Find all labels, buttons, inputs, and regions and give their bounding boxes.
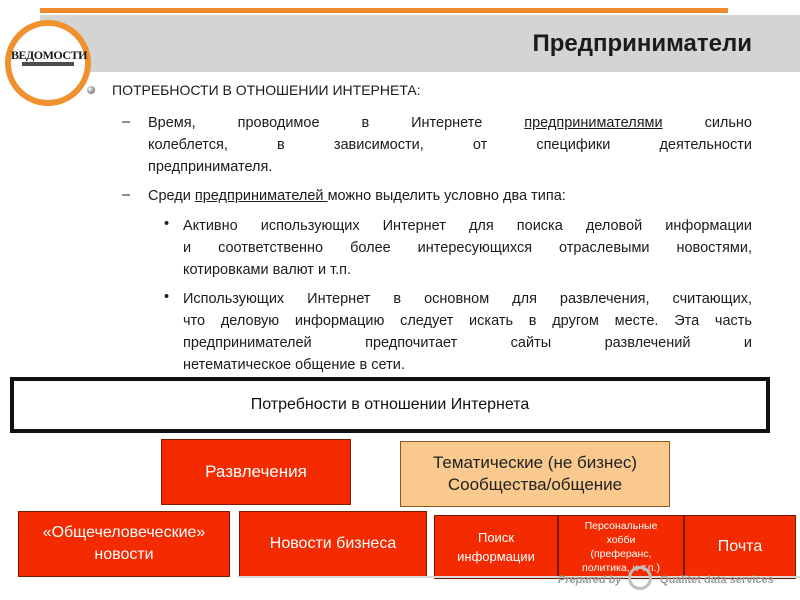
hobby-line-1: Персональные bbox=[584, 520, 658, 532]
mail-box: Почта bbox=[684, 515, 796, 579]
bullet-sphere-icon bbox=[87, 86, 95, 94]
logo-text: ВЕДОМОСТИ bbox=[11, 48, 87, 62]
bullet2-line4: нетематическое общение в сети. bbox=[183, 357, 405, 373]
entertainment-box: Развлечения bbox=[161, 439, 351, 505]
business-news-box: Новости бизнеса bbox=[239, 511, 427, 577]
dash1-line1 bbox=[148, 112, 752, 134]
dash-marker-2: – bbox=[122, 187, 131, 203]
dash2-text bbox=[148, 185, 566, 207]
dash1-word: Время, bbox=[148, 115, 196, 131]
bullet2-line2: что деловую информацию следует искать в другом месте. Эта часть bbox=[183, 313, 752, 329]
thematic-line-1: Тематические (не бизнес) bbox=[432, 453, 638, 472]
bullet1-line2: и соответственно более интересующихся отраслевыми новостями, bbox=[183, 240, 752, 256]
dash1-word: проводимое bbox=[237, 115, 320, 131]
dash1-word: сильно bbox=[704, 115, 752, 131]
search-line-2: информации bbox=[457, 549, 535, 564]
dash1-word: в bbox=[361, 115, 370, 131]
dash1-line2: колеблется, в зависимости, от специфики деятельности bbox=[148, 137, 752, 153]
general-news-line-2: новости bbox=[94, 546, 154, 563]
top-accent-stripe bbox=[40, 8, 728, 13]
thematic-box bbox=[400, 441, 670, 507]
bullet1-line3: котировками валют и т.п. bbox=[183, 262, 352, 278]
thematic-line-2: Сообщества/общение bbox=[447, 475, 623, 494]
footer-prepared-by: Prepared by bbox=[558, 574, 622, 586]
hobby-line-4: политика, и т.п.) bbox=[582, 562, 660, 574]
hobby-line-2: хобби bbox=[606, 534, 636, 546]
section-heading: ПОТРЕБНОСТИ В ОТНОШЕНИИ ИНТЕРНЕТА: bbox=[112, 82, 421, 98]
dash1-word: Интернете bbox=[411, 115, 483, 131]
general-news-box bbox=[18, 511, 230, 577]
bullet2-line1: Использующих Интернет в основном для развлечения, считающих, bbox=[183, 291, 752, 307]
hobby-box bbox=[558, 515, 684, 579]
logo-subline bbox=[22, 62, 74, 66]
dash2-underlined-term: предпринимателей bbox=[194, 188, 328, 204]
general-news-line-1: «Общечеловеческие» bbox=[42, 524, 206, 541]
dash2-after: можно выделить условно два типа: bbox=[327, 188, 566, 204]
footer-brand: Qualitet data services bbox=[660, 574, 774, 586]
bullet-dot-2: • bbox=[164, 289, 170, 305]
hobby-line-3: (преферанс, bbox=[590, 548, 652, 560]
footer-logo-icon bbox=[628, 566, 652, 590]
bullet2-line3: предпринимателей предпочитает сайты развлечений и bbox=[183, 335, 752, 351]
bullet1-line1: Активно использующих Интернет для поиска деловой информации bbox=[183, 218, 752, 234]
search-line-1: Поиск bbox=[477, 530, 515, 545]
dash1-underlined-term: предпринимателями bbox=[524, 115, 663, 131]
dash1-line3: предпринимателя. bbox=[148, 159, 273, 175]
search-info-box bbox=[434, 515, 558, 579]
dash-marker-1: – bbox=[122, 114, 131, 130]
bullet-dot-1: • bbox=[164, 216, 170, 232]
needs-box: Потребности в отношении Интернета bbox=[10, 377, 770, 433]
slide-title: Предприниматели bbox=[532, 30, 752, 57]
dash2-before: Среди bbox=[148, 188, 195, 204]
